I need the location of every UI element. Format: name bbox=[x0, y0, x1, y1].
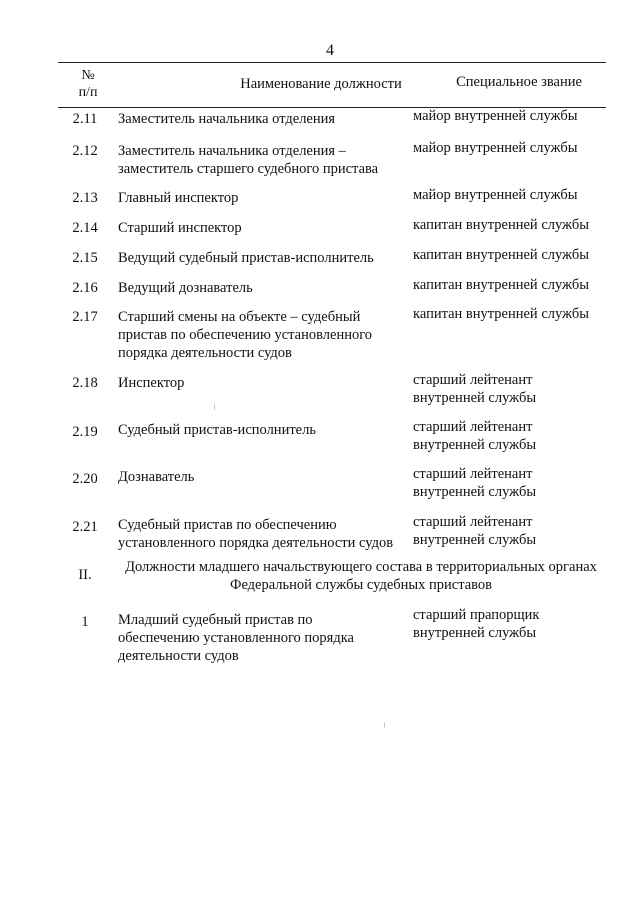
row-position: Заместитель начальника отделения bbox=[118, 111, 336, 127]
row-rank: майор внутренней службы bbox=[413, 187, 578, 203]
row-position: Главный инспектор bbox=[118, 190, 239, 206]
row-rank: старший лейтенант внутренней службы bbox=[413, 419, 537, 453]
header-number-abbrev: п/п bbox=[78, 85, 98, 100]
row-rank: майор внутренней службы bbox=[413, 140, 578, 156]
row-rank: капитан внутренней службы bbox=[413, 277, 589, 293]
row-number: 2.20 bbox=[72, 471, 98, 487]
row-number: 2.13 bbox=[72, 190, 98, 206]
row-number: 2.21 bbox=[72, 519, 98, 535]
row-position: Судебный пристав-исполнитель bbox=[118, 422, 316, 438]
page-number: 4 bbox=[326, 42, 334, 59]
row-number: 2.17 bbox=[72, 309, 98, 325]
row-position: Судебный пристав по обеспечению установленного порядка деятельности судов bbox=[118, 517, 394, 551]
row-rank: капитан внутренней службы bbox=[413, 247, 589, 263]
row-number: 2.18 bbox=[72, 375, 98, 391]
row-number: 2.14 bbox=[72, 220, 98, 236]
header-number-column bbox=[58, 67, 118, 101]
header-position-name: Наименование должности bbox=[240, 76, 402, 92]
section-title: Должности младшего начальствующего состава в территориальных органах Федеральной службы судебных приставов bbox=[125, 559, 597, 593]
row-position: Заместитель начальника отделения – заместитель старшего судебного пристава bbox=[118, 143, 379, 177]
row-number: 2.11 bbox=[72, 111, 98, 127]
header-number-symbol: № bbox=[81, 68, 95, 83]
row-rank: старший лейтенант внутренней службы bbox=[413, 466, 537, 500]
row-rank: старший лейтенант внутренней службы bbox=[413, 514, 537, 548]
section-number: II. bbox=[78, 567, 92, 583]
row-rank: старший лейтенант внутренней службы bbox=[413, 372, 537, 406]
row-rank: старший прапорщик внутренней службы bbox=[413, 607, 540, 641]
scan-speck bbox=[384, 722, 385, 728]
row-rank: капитан внутренней службы bbox=[413, 306, 589, 322]
row-position: Старший смены на объекте – судебный пристав по обеспечению установленного порядка деятельности судов bbox=[118, 309, 373, 361]
header-special-rank: Специальное звание bbox=[456, 74, 582, 90]
row-position: Ведущий судебный пристав-исполнитель bbox=[118, 250, 374, 266]
row-number: 2.16 bbox=[72, 280, 98, 296]
row-number: 1 bbox=[81, 614, 89, 630]
row-number: 2.19 bbox=[72, 424, 98, 440]
row-position: Старший инспектор bbox=[118, 220, 242, 236]
row-rank: капитан внутренней службы bbox=[413, 217, 589, 233]
row-position: Младший судебный пристав по обеспечению установленного порядка деятельности судов bbox=[118, 612, 354, 664]
row-position: Ведущий дознаватель bbox=[118, 280, 253, 296]
row-rank: майор внутренней службы bbox=[413, 108, 578, 124]
row-number: 2.15 bbox=[72, 250, 98, 266]
table-header bbox=[58, 62, 606, 108]
scan-speck bbox=[214, 404, 215, 410]
row-position: Дознаватель bbox=[118, 469, 195, 485]
row-number: 2.12 bbox=[72, 143, 98, 159]
row-position: Инспектор bbox=[118, 375, 185, 391]
